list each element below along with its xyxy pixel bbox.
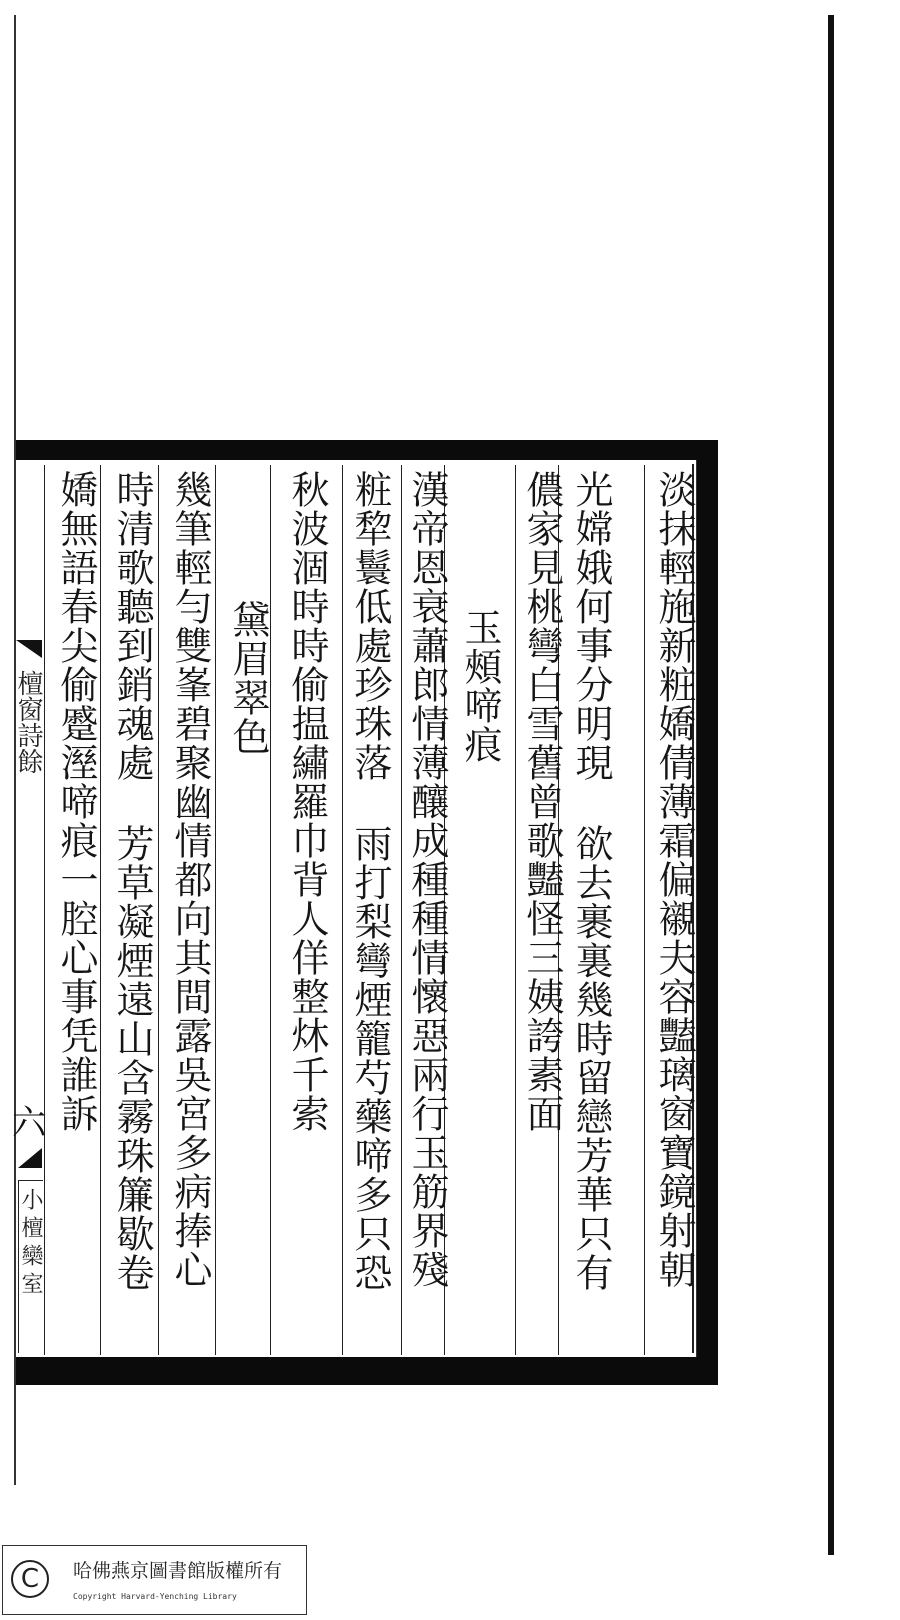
margin-studio: 小檀欒室 [18, 1188, 43, 1300]
right-edge-line [828, 15, 834, 1555]
column-rule [515, 465, 516, 1355]
text-segment: 光嫦娥何事分明現 [569, 470, 613, 782]
text-column-1 [652, 470, 696, 1289]
column-rule [644, 465, 645, 1355]
text-column-7 [285, 470, 329, 1133]
copyright-text-en: Copyright Harvard-Yenching Library [73, 1592, 237, 1601]
copyright-stamp [2, 1545, 307, 1615]
text-column-10 [110, 470, 154, 1292]
text-segment: 秋波涸時時偷揾繡羅巾背人佯整炑千索 [285, 470, 329, 1133]
text-segment: 時清歌聽到銷魂處 [110, 470, 154, 782]
fishtail-lower [18, 1148, 42, 1168]
column-rule [401, 465, 402, 1355]
text-column-5 [405, 470, 449, 1289]
fishtail-upper [16, 640, 42, 658]
margin-title: 檀窗詩餘 [13, 670, 43, 774]
margin-page-number: 六 [12, 1103, 46, 1143]
column-rule [100, 465, 101, 1355]
text-segment: 黛眉翠色 [226, 600, 270, 756]
copyright-text-zh: 哈佛燕京圖書館版權所有 [73, 1560, 283, 1582]
text-column-3 [520, 470, 564, 1133]
text-column-11 [54, 470, 98, 1133]
text-segment: 幾筆輕勻雙峯碧聚幽情都向其間露吳宮多病捧心 [168, 470, 212, 1289]
text-segment: 粧犂鬟低處珍珠落 [348, 470, 392, 782]
text-segment: 漢帝恩衰蕭郎情薄釀成種種情懷惡兩行玉筋界殘 [405, 470, 449, 1289]
text-segment: 儂家見桃彎白雪舊曾歌豔怪三姨誇素面 [520, 470, 564, 1133]
text-column-2 [569, 470, 613, 1292]
column-rule [44, 465, 45, 1355]
text-segment: 欲去裹裏幾時留戀芳華只有 [569, 824, 613, 1292]
text-segment: 芳草凝煙遠山含霧珠簾歇卷 [110, 824, 154, 1292]
text-column-6 [348, 470, 392, 1292]
column-rule [158, 465, 159, 1355]
text-segment: 雨打梨彎煙籠芍藥啼多只恐 [348, 824, 392, 1292]
column-rule [270, 465, 271, 1355]
text-segment: 玉頰啼痕 [458, 608, 502, 764]
text-column-4-heading [458, 608, 502, 764]
column-rule [342, 465, 343, 1355]
copyright-icon: C [11, 1560, 49, 1598]
text-column-9 [168, 470, 212, 1289]
column-rule [215, 465, 216, 1355]
text-segment: 嬌無語春尖偷蹙溼啼痕一腔心事凭誰訴 [54, 470, 98, 1133]
text-column-8-heading [226, 600, 270, 756]
text-segment: 淡抹輕施新粧嬌倩薄霜偏襯夫容豔璃窗寶鏡射朝 [652, 470, 696, 1289]
